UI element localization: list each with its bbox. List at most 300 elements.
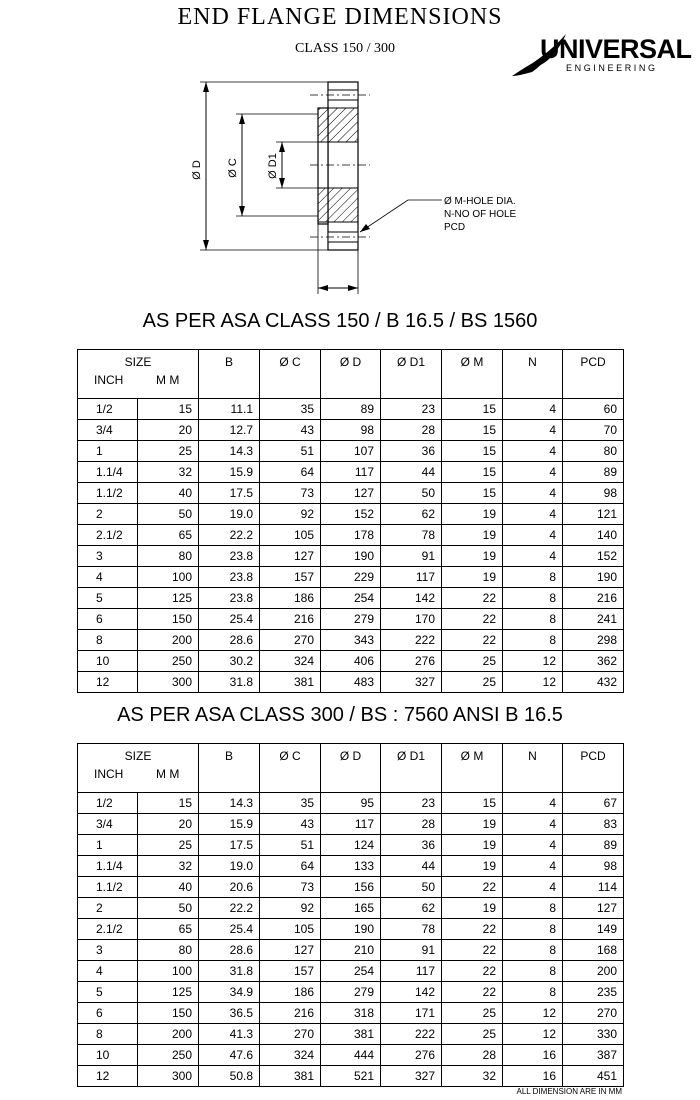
d-cell: 178 (321, 525, 381, 546)
mm-cell: 200 (138, 1024, 199, 1045)
m-cell: 22 (442, 609, 503, 630)
n-cell: 12 (503, 672, 563, 693)
d-cell: 444 (321, 1045, 381, 1066)
b-cell: 15.9 (199, 814, 260, 835)
table-row (78, 630, 624, 651)
b-cell: 17.5 (199, 835, 260, 856)
d1-cell: 44 (381, 856, 442, 877)
dim-c-label: Ø C (227, 158, 239, 178)
b-header: B (199, 744, 260, 793)
n-cell: 8 (503, 982, 563, 1003)
d1-cell: 170 (381, 609, 442, 630)
d1-cell: 78 (381, 919, 442, 940)
d-cell: 156 (321, 877, 381, 898)
d-cell: 95 (321, 793, 381, 814)
d-cell: 279 (321, 609, 381, 630)
c-cell: 324 (260, 1045, 321, 1066)
b-cell: 11.1 (199, 399, 260, 420)
d-cell: 279 (321, 982, 381, 1003)
d-cell: 343 (321, 630, 381, 651)
d1-cell: 142 (381, 588, 442, 609)
c-cell: 92 (260, 898, 321, 919)
n-cell: 4 (503, 814, 563, 835)
m-cell: 25 (442, 672, 503, 693)
pcd-cell: 140 (563, 525, 624, 546)
pcd-cell: 298 (563, 630, 624, 651)
d1-cell: 62 (381, 504, 442, 525)
d-cell: 483 (321, 672, 381, 693)
b-cell: 34.9 (199, 982, 260, 1003)
m-cell: 15 (442, 462, 503, 483)
mm-cell: 32 (138, 462, 199, 483)
table-row (78, 814, 624, 835)
b-cell: 31.8 (199, 672, 260, 693)
d1-cell: 36 (381, 835, 442, 856)
b-cell: 50.8 (199, 1066, 260, 1087)
m-cell: 19 (442, 835, 503, 856)
inch-cell: 1 (78, 835, 138, 856)
table-header-row (78, 744, 624, 793)
mm-cell: 25 (138, 835, 199, 856)
b-cell: 19.0 (199, 504, 260, 525)
inch-cell: 1.1/2 (78, 877, 138, 898)
pcd-cell: 80 (563, 441, 624, 462)
b-cell: 23.8 (199, 588, 260, 609)
inch-cell: 6 (78, 1003, 138, 1024)
d1-cell: 327 (381, 1066, 442, 1087)
d-header: Ø D (321, 350, 381, 399)
b-cell: 12.7 (199, 420, 260, 441)
pcd-cell: 60 (563, 399, 624, 420)
inch-cell: 10 (78, 651, 138, 672)
pcd-cell: 98 (563, 856, 624, 877)
n-cell: 4 (503, 441, 563, 462)
m-cell: 19 (442, 504, 503, 525)
table1-heading: AS PER ASA CLASS 150 / B 16.5 / BS 1560 (142, 310, 538, 332)
table-row (78, 1003, 624, 1024)
d-cell: 254 (321, 588, 381, 609)
m-cell: 32 (442, 1066, 503, 1087)
table2-heading: AS PER ASA CLASS 300 / BS : 7560 ANSI B 16.5 (117, 704, 563, 726)
c-cell: 73 (260, 877, 321, 898)
c-cell: 35 (260, 399, 321, 420)
c-cell: 186 (260, 588, 321, 609)
inch-cell: 12 (78, 672, 138, 693)
pcd-cell: 432 (563, 672, 624, 693)
inch-cell: 4 (78, 961, 138, 982)
mm-header: M M (156, 373, 180, 387)
d-header: Ø D (321, 744, 381, 793)
m-cell: 25 (442, 651, 503, 672)
mm-cell: 40 (138, 877, 199, 898)
n-cell: 4 (503, 399, 563, 420)
table-row (78, 588, 624, 609)
d1-cell: 62 (381, 898, 442, 919)
mm-cell: 25 (138, 441, 199, 462)
mm-cell: 200 (138, 630, 199, 651)
hole-dia-note: Ø M-HOLE DIA. (444, 196, 516, 207)
n-cell: 8 (503, 588, 563, 609)
mm-cell: 32 (138, 856, 199, 877)
d-cell: 406 (321, 651, 381, 672)
pcd-cell: 168 (563, 940, 624, 961)
mm-cell: 150 (138, 609, 199, 630)
d-cell: 381 (321, 1024, 381, 1045)
pcd-cell: 83 (563, 814, 624, 835)
c-cell: 157 (260, 567, 321, 588)
table-row (78, 462, 624, 483)
d-cell: 98 (321, 420, 381, 441)
table-row (78, 483, 624, 504)
d1-cell: 50 (381, 877, 442, 898)
c-cell: 105 (260, 919, 321, 940)
d1-header: Ø D1 (381, 744, 442, 793)
c-cell: 270 (260, 630, 321, 651)
n-cell: 4 (503, 793, 563, 814)
pcd-cell: 149 (563, 919, 624, 940)
d-cell: 89 (321, 399, 381, 420)
b-cell: 30.2 (199, 651, 260, 672)
n-cell: 8 (503, 609, 563, 630)
pcd-cell: 270 (563, 1003, 624, 1024)
pcd-note: PCD (444, 222, 466, 233)
b-cell: 15.9 (199, 462, 260, 483)
pcd-cell: 121 (563, 504, 624, 525)
mm-cell: 80 (138, 940, 199, 961)
n-cell: 8 (503, 919, 563, 940)
n-cell: 4 (503, 546, 563, 567)
c-cell: 105 (260, 525, 321, 546)
table-row (78, 919, 624, 940)
inch-cell: 8 (78, 1024, 138, 1045)
b-cell: 28.6 (199, 940, 260, 961)
b-cell: 19.0 (199, 856, 260, 877)
c-cell: 92 (260, 504, 321, 525)
b-cell: 23.8 (199, 567, 260, 588)
table-row (78, 504, 624, 525)
inch-cell: 6 (78, 609, 138, 630)
m-cell: 19 (442, 856, 503, 877)
dim-d1-label: Ø D1 (267, 153, 279, 179)
n-header: N (503, 744, 563, 793)
table-row (78, 898, 624, 919)
d1-cell: 91 (381, 940, 442, 961)
mm-cell: 15 (138, 399, 199, 420)
mm-cell: 20 (138, 814, 199, 835)
d-cell: 127 (321, 483, 381, 504)
n-cell: 12 (503, 651, 563, 672)
n-cell: 12 (503, 1003, 563, 1024)
m-cell: 22 (442, 961, 503, 982)
table-row (78, 567, 624, 588)
c-cell: 157 (260, 961, 321, 982)
b-cell: 14.3 (199, 441, 260, 462)
dim-d-label: Ø D (191, 160, 203, 180)
d-cell: 107 (321, 441, 381, 462)
n-cell: 4 (503, 877, 563, 898)
flange-drawing (180, 70, 540, 310)
b-cell: 17.5 (199, 483, 260, 504)
inch-cell: 4 (78, 567, 138, 588)
table-header-row (78, 350, 624, 399)
table-row (78, 961, 624, 982)
inch-cell: 1/2 (78, 793, 138, 814)
pcd-cell: 200 (563, 961, 624, 982)
class150-table (77, 349, 624, 693)
m-cell: 15 (442, 441, 503, 462)
logo-tagline-text: ENGINEERING (566, 63, 658, 73)
m-cell: 19 (442, 525, 503, 546)
size-header: SIZE (124, 355, 152, 369)
b-cell: 31.8 (199, 961, 260, 982)
inch-cell: 12 (78, 1066, 138, 1087)
inch-cell: 1.1/4 (78, 462, 138, 483)
inch-cell: 2.1/2 (78, 525, 138, 546)
m-cell: 22 (442, 982, 503, 1003)
m-cell: 22 (442, 919, 503, 940)
pcd-cell: 241 (563, 609, 624, 630)
table-row (78, 609, 624, 630)
b-cell: 22.2 (199, 525, 260, 546)
d1-cell: 222 (381, 630, 442, 651)
n-cell: 8 (503, 940, 563, 961)
c-cell: 35 (260, 793, 321, 814)
table-row (78, 856, 624, 877)
inch-cell: 1 (78, 441, 138, 462)
mm-cell: 150 (138, 1003, 199, 1024)
mm-cell: 40 (138, 483, 199, 504)
d1-cell: 23 (381, 399, 442, 420)
mm-cell: 50 (138, 898, 199, 919)
d1-cell: 36 (381, 441, 442, 462)
d-cell: 318 (321, 1003, 381, 1024)
b-cell: 25.4 (199, 609, 260, 630)
b-cell: 28.6 (199, 630, 260, 651)
d1-cell: 117 (381, 961, 442, 982)
inch-cell: 10 (78, 1045, 138, 1066)
inch-cell: 2.1/2 (78, 919, 138, 940)
c-cell: 324 (260, 651, 321, 672)
pcd-cell: 387 (563, 1045, 624, 1066)
pcd-cell: 70 (563, 420, 624, 441)
n-cell: 4 (503, 856, 563, 877)
d-cell: 210 (321, 940, 381, 961)
page-subtitle: CLASS 150 / 300 (295, 41, 395, 56)
hole-count-note: N-NO OF HOLE (444, 209, 517, 220)
inch-cell: 3 (78, 940, 138, 961)
c-cell: 73 (260, 483, 321, 504)
m-cell: 15 (442, 399, 503, 420)
pcd-cell: 89 (563, 835, 624, 856)
n-cell: 16 (503, 1045, 563, 1066)
inch-cell: 1.1/2 (78, 483, 138, 504)
d1-cell: 28 (381, 420, 442, 441)
d1-cell: 171 (381, 1003, 442, 1024)
m-cell: 15 (442, 420, 503, 441)
pcd-cell: 98 (563, 483, 624, 504)
d-cell: 190 (321, 919, 381, 940)
d1-cell: 91 (381, 546, 442, 567)
pcd-cell: 235 (563, 982, 624, 1003)
d-cell: 117 (321, 814, 381, 835)
pcd-header: PCD (563, 744, 624, 793)
inch-cell: 2 (78, 898, 138, 919)
d-cell: 521 (321, 1066, 381, 1087)
mm-cell: 100 (138, 567, 199, 588)
mm-cell: 20 (138, 420, 199, 441)
b-header: B (199, 350, 260, 399)
m-cell: 19 (442, 814, 503, 835)
n-header: N (503, 350, 563, 399)
d1-cell: 327 (381, 672, 442, 693)
mm-cell: 300 (138, 672, 199, 693)
n-cell: 4 (503, 462, 563, 483)
pcd-header: PCD (563, 350, 624, 399)
n-cell: 4 (503, 835, 563, 856)
pcd-cell: 152 (563, 546, 624, 567)
d1-cell: 28 (381, 814, 442, 835)
m-cell: 15 (442, 793, 503, 814)
d1-cell: 276 (381, 651, 442, 672)
mm-cell: 125 (138, 588, 199, 609)
mm-cell: 50 (138, 504, 199, 525)
d-cell: 152 (321, 504, 381, 525)
pcd-cell: 127 (563, 898, 624, 919)
c-header: Ø C (260, 350, 321, 399)
inch-cell: 2 (78, 504, 138, 525)
d-cell: 254 (321, 961, 381, 982)
pcd-cell: 114 (563, 877, 624, 898)
page-title: END FLANGE DIMENSIONS (177, 4, 503, 30)
mm-cell: 65 (138, 525, 199, 546)
c-cell: 127 (260, 546, 321, 567)
pcd-cell: 89 (563, 462, 624, 483)
inch-cell: 5 (78, 982, 138, 1003)
inch-cell: 5 (78, 588, 138, 609)
d-cell: 117 (321, 462, 381, 483)
m-header: Ø M (442, 744, 503, 793)
table-row (78, 399, 624, 420)
c-cell: 216 (260, 1003, 321, 1024)
d1-header: Ø D1 (381, 350, 442, 399)
b-cell: 23.8 (199, 546, 260, 567)
m-cell: 28 (442, 1045, 503, 1066)
m-cell: 22 (442, 940, 503, 961)
c-cell: 186 (260, 982, 321, 1003)
mm-cell: 80 (138, 546, 199, 567)
d1-cell: 23 (381, 793, 442, 814)
b-cell: 41.3 (199, 1024, 260, 1045)
n-cell: 8 (503, 961, 563, 982)
m-header: Ø M (442, 350, 503, 399)
d-cell: 124 (321, 835, 381, 856)
d-cell: 229 (321, 567, 381, 588)
mm-cell: 65 (138, 919, 199, 940)
d-cell: 133 (321, 856, 381, 877)
c-cell: 51 (260, 835, 321, 856)
m-cell: 19 (442, 546, 503, 567)
m-cell: 15 (442, 483, 503, 504)
mm-cell: 125 (138, 982, 199, 1003)
table-row (78, 546, 624, 567)
inch-header: INCH (94, 373, 124, 387)
d1-cell: 142 (381, 982, 442, 1003)
b-cell: 22.2 (199, 898, 260, 919)
c-cell: 381 (260, 672, 321, 693)
table-row (78, 525, 624, 546)
inch-cell: 1.1/4 (78, 856, 138, 877)
b-cell: 47.6 (199, 1045, 260, 1066)
c-cell: 64 (260, 856, 321, 877)
d1-cell: 222 (381, 1024, 442, 1045)
d-cell: 190 (321, 546, 381, 567)
inch-header: INCH (94, 767, 124, 781)
n-cell: 8 (503, 898, 563, 919)
table-row (78, 672, 624, 693)
m-cell: 25 (442, 1003, 503, 1024)
table-row (78, 793, 624, 814)
d1-cell: 50 (381, 483, 442, 504)
pcd-cell: 216 (563, 588, 624, 609)
inch-cell: 1/2 (78, 399, 138, 420)
d1-cell: 44 (381, 462, 442, 483)
mm-cell: 15 (138, 793, 199, 814)
n-cell: 8 (503, 567, 563, 588)
d1-cell: 117 (381, 567, 442, 588)
table-row (78, 420, 624, 441)
m-cell: 25 (442, 1024, 503, 1045)
c-cell: 216 (260, 609, 321, 630)
b-cell: 25.4 (199, 919, 260, 940)
c-cell: 43 (260, 420, 321, 441)
c-cell: 381 (260, 1066, 321, 1087)
pcd-cell: 362 (563, 651, 624, 672)
table-row (78, 441, 624, 462)
b-cell: 20.6 (199, 877, 260, 898)
inch-cell: 3/4 (78, 420, 138, 441)
n-cell: 12 (503, 1024, 563, 1045)
table-row (78, 940, 624, 961)
size-header: SIZE (124, 749, 152, 763)
table-row (78, 982, 624, 1003)
table-row (78, 651, 624, 672)
logo-brand-text: UNIVERSAL (540, 34, 692, 64)
size-header-cell (78, 350, 199, 399)
c-cell: 43 (260, 814, 321, 835)
b-cell: 14.3 (199, 793, 260, 814)
c-header: Ø C (260, 744, 321, 793)
size-header-cell (78, 744, 199, 793)
m-cell: 19 (442, 898, 503, 919)
table-row (78, 835, 624, 856)
c-cell: 64 (260, 462, 321, 483)
mm-header: M M (156, 767, 180, 781)
m-cell: 22 (442, 588, 503, 609)
pcd-cell: 330 (563, 1024, 624, 1045)
table-row (78, 1066, 624, 1087)
m-cell: 22 (442, 630, 503, 651)
mm-cell: 100 (138, 961, 199, 982)
c-cell: 51 (260, 441, 321, 462)
mm-cell: 300 (138, 1066, 199, 1087)
c-cell: 270 (260, 1024, 321, 1045)
d-cell: 165 (321, 898, 381, 919)
pcd-cell: 451 (563, 1066, 624, 1087)
units-footnote: ALL DIMENSION ARE IN MM (516, 1087, 622, 1096)
inch-cell: 8 (78, 630, 138, 651)
table-row (78, 877, 624, 898)
table-row (78, 1045, 624, 1066)
